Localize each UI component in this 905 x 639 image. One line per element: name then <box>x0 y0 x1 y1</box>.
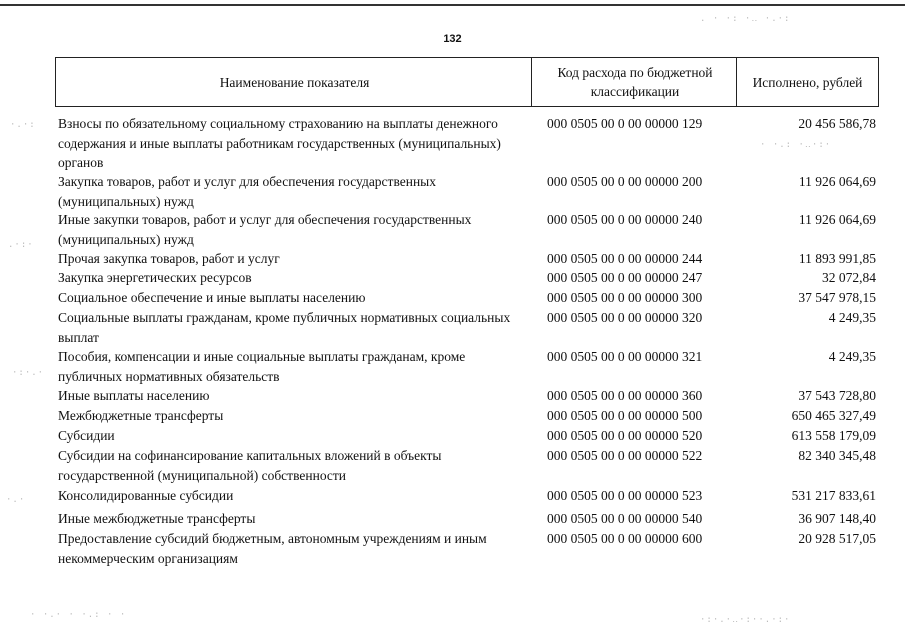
row-indicator-name: Иные выплаты населению <box>58 388 210 403</box>
row-budget-code: 000 0505 00 0 00 00000 523 <box>547 488 703 503</box>
row-indicator-name: Закупка энергетических ресурсов <box>58 270 252 285</box>
row-indicator-name: Консолидированные субсидии <box>58 488 234 503</box>
row-executed-amount: 37 543 728,80 <box>798 388 876 403</box>
row-budget-code: 000 0505 00 0 00 00000 244 <box>547 251 703 266</box>
page-number: 132 <box>443 33 462 45</box>
row-executed-amount: 36 907 148,40 <box>798 511 876 526</box>
row-indicator-name: Предоставление субсидий бюджетным, автономным учреждениям и иным некоммерческим организациям <box>58 531 487 566</box>
row-indicator-name: Иные закупки товаров, работ и услуг для обеспечения государственных (муниципальных) нужд <box>58 212 472 247</box>
row-executed-amount: 11 893 991,85 <box>798 251 876 266</box>
row-executed-amount: 4 249,35 <box>828 349 876 364</box>
row-budget-code: 000 0505 00 0 00 00000 522 <box>547 448 703 463</box>
scan-noise: ·.· <box>6 495 26 505</box>
row-budget-code: 000 0505 00 0 00 00000 321 <box>547 349 703 364</box>
row-budget-code: 000 0505 00 0 00 00000 240 <box>547 212 703 227</box>
row-indicator-name: Социальное обеспечение и иные выплаты населению <box>58 290 366 305</box>
row-executed-amount: 37 547 978,15 <box>798 290 876 305</box>
row-executed-amount: 11 926 064,69 <box>798 212 876 227</box>
scan-noise: ·.·: <box>10 120 36 130</box>
row-executed-amount: 531 217 833,61 <box>791 488 876 503</box>
row-budget-code: 000 0505 00 0 00 00000 500 <box>547 408 703 423</box>
row-indicator-name: Иные межбюджетные трансферты <box>58 511 256 526</box>
row-indicator-name: Межбюджетные трансферты <box>58 408 224 423</box>
row-executed-amount: 20 456 586,78 <box>798 116 876 131</box>
row-indicator-name: Закупка товаров, работ и услуг для обеспечения государственных (муниципальных) нужд <box>58 174 437 209</box>
row-executed-amount: 11 926 064,69 <box>798 174 876 189</box>
row-executed-amount: 20 928 517,05 <box>798 531 876 546</box>
header-name-column: Наименование показателя <box>55 57 533 107</box>
row-budget-code: 000 0505 00 0 00 00000 320 <box>547 310 703 325</box>
header-code-column: Код расхода по бюджетной классификации <box>531 57 738 107</box>
top-border-line <box>0 4 905 6</box>
row-budget-code: 000 0505 00 0 00 00000 129 <box>547 116 703 131</box>
scan-noise: ·:·.· <box>12 368 45 378</box>
row-executed-amount: 650 465 327,49 <box>791 408 876 423</box>
row-indicator-name: Взносы по обязательному социальному страхованию на выплаты денежного содержания и иные выплаты работникам государственных (муниципальных) органов <box>58 116 501 170</box>
header-executed-column: Исполнено, рублей <box>736 57 879 107</box>
row-budget-code: 000 0505 00 0 00 00000 247 <box>547 270 703 285</box>
row-executed-amount: 613 558 179,09 <box>791 428 876 443</box>
row-executed-amount: 32 072,84 <box>822 270 876 285</box>
scan-noise: ·:·.·‥·:··.·:· <box>700 615 791 625</box>
row-indicator-name: Субсидии <box>58 428 115 443</box>
row-indicator-name: Социальные выплаты гражданам, кроме публичных нормативных социальных выплат <box>58 310 511 345</box>
row-executed-amount: 82 340 345,48 <box>798 448 876 463</box>
row-indicator-name: Прочая закупка товаров, работ и услуг <box>58 251 280 266</box>
scan-noise: . · ·: ·‥ ·.·: <box>700 14 791 24</box>
row-budget-code: 000 0505 00 0 00 00000 600 <box>547 531 703 546</box>
scan-noise: · ·.: ·‥·:· <box>760 140 832 150</box>
row-budget-code: 000 0505 00 0 00 00000 200 <box>547 174 703 189</box>
row-indicator-name: Субсидии на софинансирование капитальных вложений в объекты государственной (муниципальной) собственности <box>58 448 442 483</box>
row-budget-code: 000 0505 00 0 00 00000 520 <box>547 428 703 443</box>
row-indicator-name: Пособия, компенсации и иные социальные выплаты гражданам, кроме публичных нормативных обязательств <box>58 349 466 384</box>
row-budget-code: 000 0505 00 0 00 00000 300 <box>547 290 703 305</box>
row-budget-code: 000 0505 00 0 00 00000 540 <box>547 511 703 526</box>
row-executed-amount: 4 249,35 <box>828 310 876 325</box>
row-budget-code: 000 0505 00 0 00 00000 360 <box>547 388 703 403</box>
scan-noise: · ·.· · ·.: · · <box>30 610 127 620</box>
scan-noise: .·:· <box>8 240 34 250</box>
